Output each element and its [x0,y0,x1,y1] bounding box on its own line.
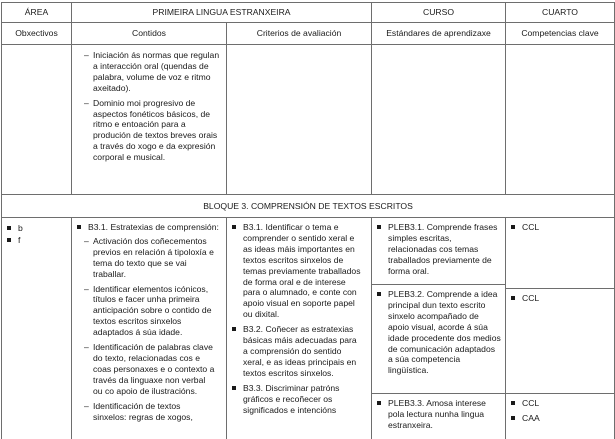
competence-item: CAA [506,413,614,424]
column-standards: Estándares de aprendizaxe [372,23,506,45]
block-title: BLOQUE 3. COMPRENSIÓN DE TEXTOS ESCRITOS [2,195,615,218]
area-label: ÁREA [2,3,72,23]
continued-objectives-cell [2,45,72,195]
subject-title: PRIMEIRA LINGUA ESTRANXEIRA [72,3,372,23]
content-item: – Identificar elementos icónicos, títulos e facer unha primeira anticipación sobre o contido de textos escritos sinxelos adaptados á súa idade. [72,284,216,339]
content-item: – Iniciación ás normas que regulan a interacción oral (quendas de palabra, volume de voz e ritmo axeitado). [72,50,220,94]
content-item: – Dominio moi progresivo de aspectos fonéticos básicos, de ritmo e entoación para a produción de textos breves orais a través do xogo e da expresión corporal e musical. [72,98,220,163]
column-contents: Contidos [72,23,227,45]
standard-item: PLEB3.3. Amosa interese pola lectura nunha lingua estranxeira. [372,398,501,431]
competence-item: CCL [506,293,614,304]
competence-item: CCL [506,222,614,233]
criterion-item: B3.3. Discriminar patróns gráficos e recoñecer os significados e intencións [227,383,367,416]
block-row [2,195,615,218]
continued-contents-cell [72,45,227,195]
objectives-cell [2,218,72,439]
content-item: – Activación dos coñecementos previos en relación á tipoloxía e tema do texto que se vai traballar. [72,236,216,280]
continued-standards-cell [372,45,506,195]
curriculum-table [1,2,615,439]
content-item: – Identificación de textos sinxelos: regras de xogos, [72,401,216,423]
continued-competences-cell [506,45,615,195]
column-objectives: Obxectivos [2,23,72,45]
block3-row [2,218,615,439]
competence-item: CCL [506,398,614,409]
standard-item: PLEB3.2. Comprende a idea principal dun texto escrito sinxelo acompañado de apoio visual, acorde á súa idade procedente dos medios de comunicación adaptados a súa competencia lingüística. [372,289,501,376]
objective-item: f [2,235,71,246]
objective-item: b [2,223,71,234]
criterion-item: B3.1. Identificar o tema e comprender o sentido xeral e as ideas máis importantes en textos escritos sinxelos de temas previamente traballados de forma oral e de interese para o alumnado, e conte con apoio visual en soporte papel ou dixital. [227,222,367,320]
header-row [2,3,615,23]
column-competences: Competencias clave [506,23,615,45]
course-value: CUARTO [506,3,615,23]
contents-cell [72,218,227,439]
continued-criteria-cell [227,45,372,195]
competences-cell [506,218,615,439]
criteria-cell [227,218,372,439]
column-criteria: Criterios de avaliación [227,23,372,45]
column-header-row [2,23,615,45]
standard-item: PLEB3.1. Comprende frases simples escritas, relacionadas cos temas traballados previamente de forma oral. [372,222,501,277]
course-label: CURSO [372,3,506,23]
continued-row [2,45,615,195]
criterion-item: B3.2. Coñecer as estratexias básicas máis adecuadas para a comprensión do sentido xeral, e as ideas principais en textos escritos sinxelos. [227,324,367,379]
content-item: – Identificación de palabras clave do texto, relacionadas cos e coas personaxes e o contexto a través da linguaxe non verbal ou co apoio de ilustracións. [72,342,216,397]
standards-cell [372,218,506,439]
content-title: B3.1. Estratexias de comprensión: [72,222,222,233]
